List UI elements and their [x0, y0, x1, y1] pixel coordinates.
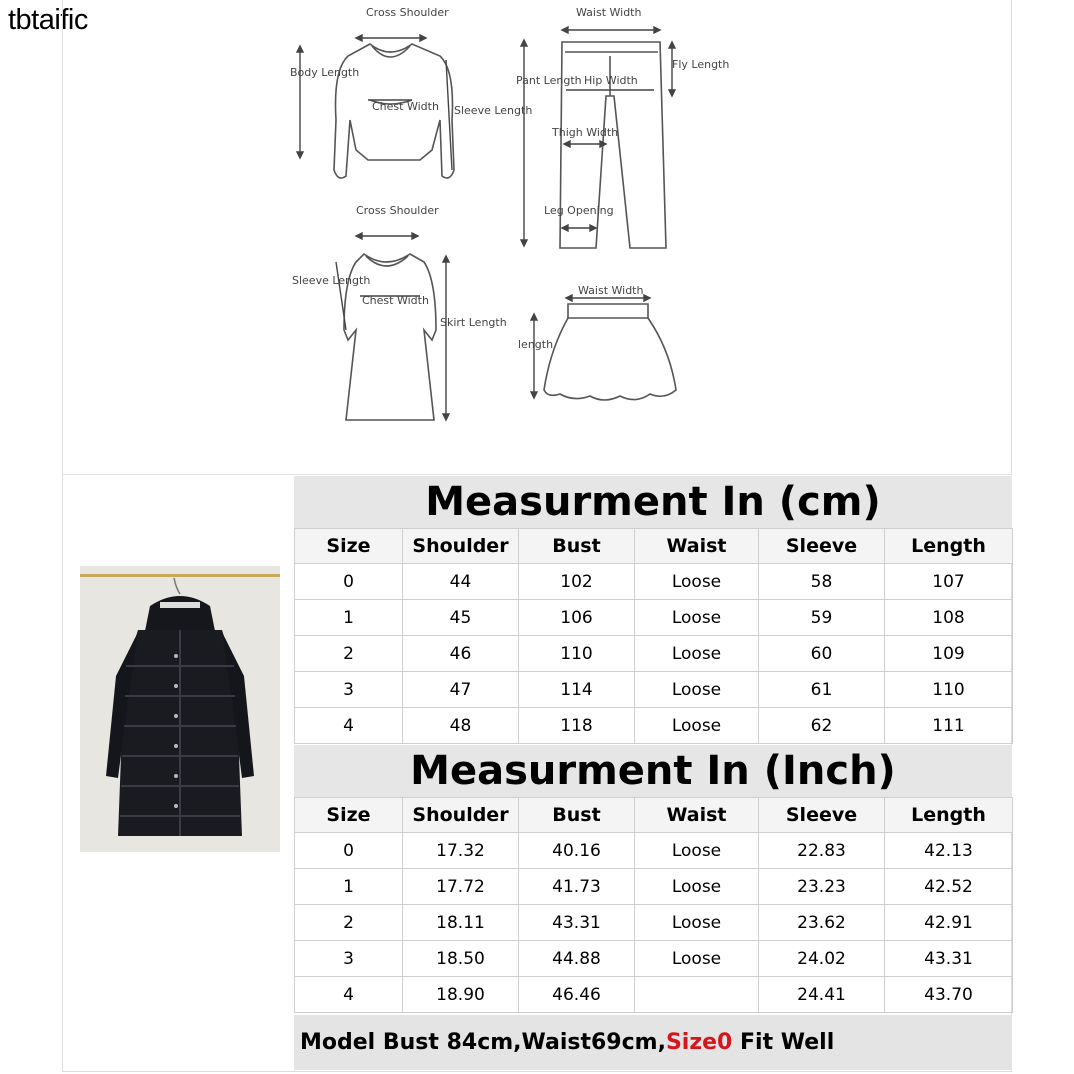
header-sleeve: Sleeve	[759, 798, 885, 833]
cell: 18.50	[403, 941, 519, 977]
cell: 59	[759, 600, 885, 636]
diagram-labels	[0, 0, 1074, 470]
cell: 60	[759, 636, 885, 672]
label-leg-opening: Leg Opening	[544, 204, 614, 217]
header-sleeve: Sleeve	[759, 529, 885, 564]
cell: 43.70	[885, 977, 1013, 1013]
cell: 106	[519, 600, 635, 636]
table-row	[295, 672, 1013, 708]
cell: 4	[295, 977, 403, 1013]
cell: 23.23	[759, 869, 885, 905]
cell: 22.83	[759, 833, 885, 869]
cell: 43.31	[519, 905, 635, 941]
table-row	[295, 869, 1013, 905]
cell: 44.88	[519, 941, 635, 977]
cell: 118	[519, 708, 635, 744]
cell: 40.16	[519, 833, 635, 869]
cell: 2	[295, 905, 403, 941]
label-dress-sleeve-length: Sleeve Length	[292, 274, 371, 287]
cell: Loose	[635, 905, 759, 941]
cell: Loose	[635, 564, 759, 600]
model-fit-note	[294, 1015, 1012, 1070]
label-skirt-length-short: length	[518, 338, 554, 351]
cell: 23.62	[759, 905, 885, 941]
cell: 110	[885, 672, 1013, 708]
cell: Loose	[635, 636, 759, 672]
cell: 102	[519, 564, 635, 600]
header-length: Length	[885, 529, 1013, 564]
label-dress-cross-shoulder: Cross Shoulder	[356, 204, 439, 217]
label-skirt-length: Skirt Length	[440, 316, 507, 329]
cell: 0	[295, 564, 403, 600]
cell: 17.72	[403, 869, 519, 905]
size-table-cm	[294, 528, 1013, 744]
cell: 18.11	[403, 905, 519, 941]
label-skirt-waist-width: Waist Width	[578, 284, 644, 297]
label-fly-length: Fly Length	[672, 58, 730, 71]
label-pant-length: Pant Length	[516, 74, 582, 87]
table-row	[295, 905, 1013, 941]
cell: Loose	[635, 869, 759, 905]
cell: 42.91	[885, 905, 1013, 941]
header-shoulder: Shoulder	[403, 798, 519, 833]
cell: Loose	[635, 708, 759, 744]
table-row	[295, 600, 1013, 636]
cell: 18.90	[403, 977, 519, 1013]
cell: Loose	[635, 600, 759, 636]
cell: 45	[403, 600, 519, 636]
cell: 17.32	[403, 833, 519, 869]
coat-image	[80, 566, 280, 852]
cell: 48	[403, 708, 519, 744]
header-waist: Waist	[635, 529, 759, 564]
product-photo	[80, 566, 280, 852]
header-bust: Bust	[519, 529, 635, 564]
table-row	[295, 708, 1013, 744]
cell: 3	[295, 941, 403, 977]
cell: 0	[295, 833, 403, 869]
cell: 114	[519, 672, 635, 708]
cell: Loose	[635, 672, 759, 708]
size-table-inch	[294, 797, 1013, 1013]
cell: Loose	[635, 833, 759, 869]
brand-logo: tbtaific	[8, 4, 88, 36]
cell: 46.46	[519, 977, 635, 1013]
table-row	[295, 941, 1013, 977]
cell: 3	[295, 672, 403, 708]
header-size: Size	[295, 529, 403, 564]
cell: 111	[885, 708, 1013, 744]
cell: 44	[403, 564, 519, 600]
section-divider	[62, 474, 1012, 475]
label-body-length: Body Length	[290, 66, 360, 79]
cell: 61	[759, 672, 885, 708]
cell: 1	[295, 869, 403, 905]
cell: 58	[759, 564, 885, 600]
cell: 41.73	[519, 869, 635, 905]
cell: 42.13	[885, 833, 1013, 869]
table-row	[295, 833, 1013, 869]
header-waist: Waist	[635, 798, 759, 833]
cell: 2	[295, 636, 403, 672]
model-fit-suffix: Fit Well	[732, 1030, 835, 1055]
measurement-diagrams	[0, 0, 1074, 470]
label-pants-waist-width: Waist Width	[576, 6, 642, 19]
table-row	[295, 636, 1013, 672]
label-thigh-width: Thigh Width	[552, 126, 619, 139]
model-fit-size: Size0	[665, 1030, 733, 1055]
table-header-row	[295, 798, 1013, 833]
cell: 109	[885, 636, 1013, 672]
cell: 108	[885, 600, 1013, 636]
label-sleeve-length: Sleeve Length	[454, 104, 533, 117]
label-cross-shoulder: Cross Shoulder	[366, 6, 449, 19]
header-shoulder: Shoulder	[403, 529, 519, 564]
cell: 1	[295, 600, 403, 636]
model-fit-text: Model Bust 84cm,Waist69cm,	[300, 1030, 666, 1055]
inch-table-title: Measurment In (Inch)	[294, 745, 1012, 797]
cm-table-title: Measurment In (cm)	[294, 476, 1012, 528]
label-dress-chest-width: Chest Width	[362, 294, 429, 307]
header-bust: Bust	[519, 798, 635, 833]
table-header-row	[295, 529, 1013, 564]
header-size: Size	[295, 798, 403, 833]
cell: 46	[403, 636, 519, 672]
cell: 110	[519, 636, 635, 672]
table-row	[295, 977, 1013, 1013]
cell: 62	[759, 708, 885, 744]
cell: 42.52	[885, 869, 1013, 905]
cell	[635, 977, 759, 1013]
label-chest-width: Chest Width	[372, 100, 439, 113]
cell: 24.02	[759, 941, 885, 977]
label-hip-width: Hip Width	[584, 74, 638, 87]
cell: 107	[885, 564, 1013, 600]
cell: 47	[403, 672, 519, 708]
cell: 43.31	[885, 941, 1013, 977]
cell: 4	[295, 708, 403, 744]
cell: Loose	[635, 941, 759, 977]
cell: 24.41	[759, 977, 885, 1013]
header-length: Length	[885, 798, 1013, 833]
table-row	[295, 564, 1013, 600]
